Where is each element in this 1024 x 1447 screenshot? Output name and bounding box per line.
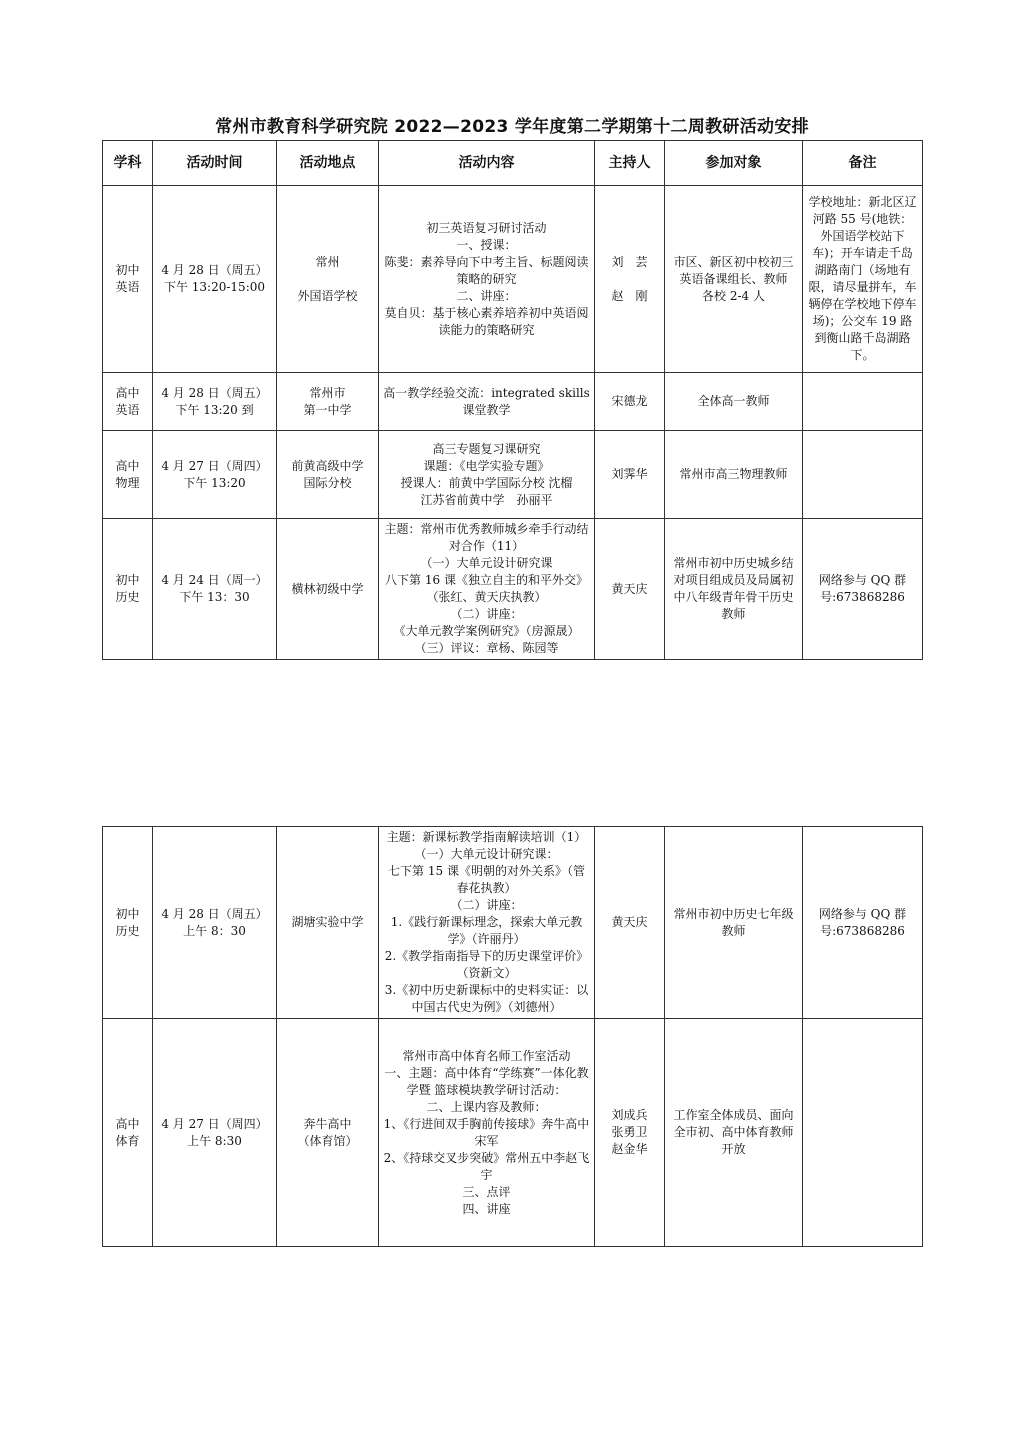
table-row xyxy=(103,186,923,373)
cell-place: 常州市 第一中学 xyxy=(277,373,379,431)
cell-content: 高一教学经验交流：integrated skills 课堂教学 xyxy=(379,373,595,431)
cell-host: 刘 芸 赵 刚 xyxy=(595,186,665,373)
header-subject: 学科 xyxy=(103,141,153,186)
header-note: 备注 xyxy=(803,141,923,186)
cell-note: 网络参与 QQ 群号:673868286 xyxy=(803,827,923,1019)
table-row xyxy=(103,1019,923,1247)
cell-time: 4 月 28 日（周五） 下午 13:20 到 xyxy=(153,373,277,431)
header-participants: 参加对象 xyxy=(665,141,803,186)
cell-place: 横林初级中学 xyxy=(277,519,379,660)
cell-place: 奔牛高中 （体育馆） xyxy=(277,1019,379,1247)
cell-participants: 常州市初中历史七年级教师 xyxy=(665,827,803,1019)
table-row xyxy=(103,827,923,1019)
table-row xyxy=(103,373,923,431)
cell-time: 4 月 27 日（周四） 上午 8:30 xyxy=(153,1019,277,1247)
cell-host: 宋德龙 xyxy=(595,373,665,431)
table-row xyxy=(103,519,923,660)
cell-place: 前黄高级中学 国际分校 xyxy=(277,431,379,519)
cell-participants: 常州市高三物理教师 xyxy=(665,431,803,519)
cell-content: 主题：新课标教学指南解读培训（1） （一）大单元设计研究课： 七下第 15 课《明朝的对外关系》（管春花执教） （二）讲座： 1.《践行新课标理念，探索大单元教学》（许丽丹） 2.《教学指南指导下的历史课堂评价》（资新文） 3.《初中历史新课标中的史料实证：以中国古代史为例》（刘德州） xyxy=(379,827,595,1019)
cell-subject: 高中 英语 xyxy=(103,373,153,431)
cell-participants: 全体高一教师 xyxy=(665,373,803,431)
cell-note xyxy=(803,431,923,519)
cell-subject: 高中 体育 xyxy=(103,1019,153,1247)
schedule-table xyxy=(102,140,923,660)
cell-subject: 初中 历史 xyxy=(103,519,153,660)
cell-host: 刘霁华 xyxy=(595,431,665,519)
cell-subject: 初中 英语 xyxy=(103,186,153,373)
cell-content: 主题：常州市优秀教师城乡牵手行动结对合作（11） （一）大单元设计研究课 八下第 16 课《独立自主的和平外交》（张红、黄天庆执教） （二）讲座： 《大单元教学案例研究》（房源晟） （三）评议：章杨、陈园等 xyxy=(379,519,595,660)
cell-time: 4 月 28 日（周五） 下午 13:20-15:00 xyxy=(153,186,277,373)
cell-place: 常州 外国语学校 xyxy=(277,186,379,373)
schedule-table-continued xyxy=(102,826,923,1247)
cell-place: 湖塘实验中学 xyxy=(277,827,379,1019)
cell-content: 初三英语复习研讨活动 一、授课： 陈斐：素养导向下中考主旨、标题阅读策略的研究 二、讲座： 莫自贝：基于核心素养培养初中英语阅读能力的策略研究 xyxy=(379,186,595,373)
cell-content: 高三专题复习课研究 课题：《电学实验专题》 授课人：前黄中学国际分校 沈榴 江苏省前黄中学 孙丽平 xyxy=(379,431,595,519)
cell-subject: 高中 物理 xyxy=(103,431,153,519)
cell-content: 常州市高中体育名师工作室活动 一、主题：高中体育“学练赛”一体化教学暨 篮球模块教学研讨活动： 二、上课内容及教师： 1、《行进间双手胸前传接球》奔牛高中宋军 2、《持球交叉步突破》常州五中李赵飞宇 三、点评 四、讲座 xyxy=(379,1019,595,1247)
cell-note xyxy=(803,373,923,431)
table-header-row xyxy=(103,141,923,186)
cell-host: 黄天庆 xyxy=(595,827,665,1019)
cell-subject: 初中 历史 xyxy=(103,827,153,1019)
cell-host: 黄天庆 xyxy=(595,519,665,660)
cell-time: 4 月 27 日（周四） 下午 13:20 xyxy=(153,431,277,519)
table-row xyxy=(103,431,923,519)
cell-note: 网络参与 QQ 群号:673868286 xyxy=(803,519,923,660)
cell-note xyxy=(803,1019,923,1247)
header-time: 活动时间 xyxy=(153,141,277,186)
cell-time: 4 月 24 日（周一） 下午 13：30 xyxy=(153,519,277,660)
header-host: 主持人 xyxy=(595,141,665,186)
cell-participants: 常州市初中历史城乡结对项目组成员及局属初中八年级青年骨干历史教师 xyxy=(665,519,803,660)
header-place: 活动地点 xyxy=(277,141,379,186)
cell-time: 4 月 28 日（周五） 上午 8：30 xyxy=(153,827,277,1019)
cell-participants: 工作室全体成员、面向全市初、高中体育教师开放 xyxy=(665,1019,803,1247)
cell-note: 学校地址：新北区辽河路 55 号(地铁：外国语学校站下车)；开车请走千岛湖路南门（场地有限，请尽量拼车，车辆停在学校地下停车场)；公交车 19 路到衡山路千岛湖路下。 xyxy=(803,186,923,373)
document-title: 常州市教育科学研究院 2022—2023 学年度第二学期第十二周教研活动安排 xyxy=(215,117,809,137)
header-content: 活动内容 xyxy=(379,141,595,186)
cell-host: 刘成兵 张勇卫 赵金华 xyxy=(595,1019,665,1247)
cell-participants: 市区、新区初中校初三英语备课组长、教师 各校 2-4 人 xyxy=(665,186,803,373)
